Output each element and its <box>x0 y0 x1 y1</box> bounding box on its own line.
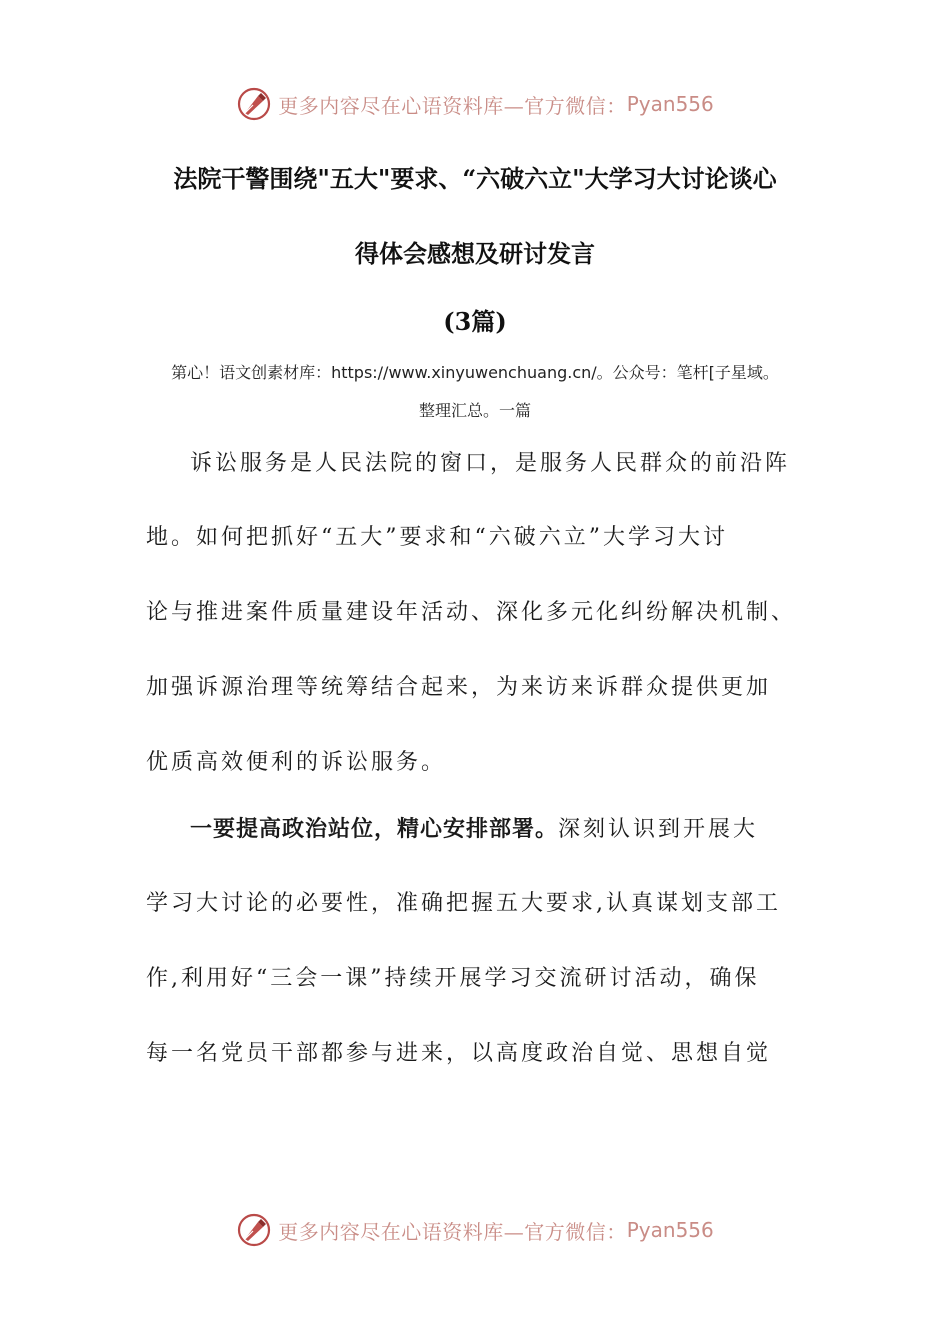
paragraph-2-line-3: 作,利用好“三会一课”持续开展学习交流研讨活动，确保 <box>146 966 760 991</box>
paragraph-1-line-4: 加强诉源治理等统筹结合起来，为来访来诉群众提供更加 <box>146 675 772 700</box>
paragraph-2-lead: 一要提高政治站位，精心安排部署。 <box>190 816 559 842</box>
paragraph-1-line-3: 论与推进案件质量建设年活动、深化多元化纠纷解决机制、 <box>146 600 797 625</box>
document-title-line-1: 法院干警围绕"五大"要求、“六破六立"大学习大讨论谈心 <box>173 164 777 193</box>
document-title-count: (3篇) <box>443 307 507 336</box>
pen-nib-logo-icon <box>236 86 272 122</box>
document-title-line-2: 得体会感想及研讨发言 <box>355 239 595 268</box>
source-note-line-1: 第心！语文创素材库：https://www.xinyuwenchuang.cn/。公众号：笔杆[子星域。 <box>171 363 779 382</box>
banner-text: 更多内容尽在心语资料库—官方微信： <box>278 93 627 118</box>
paragraph-1-line-5: 优质高效便利的诉讼服务。 <box>146 750 447 775</box>
banner-text: 更多内容尽在心语资料库—官方微信： <box>278 1219 627 1244</box>
banner-contact: Pyan556 <box>626 92 714 116</box>
source-note-line-2: 整理汇总。一篇 <box>418 401 531 420</box>
paragraph-2-line-4: 每一名党员干部都参与进来，以高度政治自觉、思想自觉 <box>146 1041 772 1066</box>
paragraph-2-line-1 <box>190 812 850 843</box>
banner-contact: Pyan556 <box>626 1218 714 1242</box>
paragraph-1-line-1: 诉讼服务是人民法院的窗口，是服务人民群众的前沿阵 <box>190 451 791 476</box>
header-banner <box>0 82 950 126</box>
paragraph-2-line-2: 学习大讨论的必要性，准确把握五大要求,认真谋划支部工 <box>146 891 781 916</box>
footer-banner <box>0 1208 950 1252</box>
paragraph-2-line-1-rest: 深刻认识到开展大 <box>558 817 759 842</box>
paragraph-1-line-2: 地。如何把抓好“五大”要求和“六破六立”大学习大讨 <box>146 525 728 550</box>
pen-nib-logo-icon <box>236 1212 272 1248</box>
